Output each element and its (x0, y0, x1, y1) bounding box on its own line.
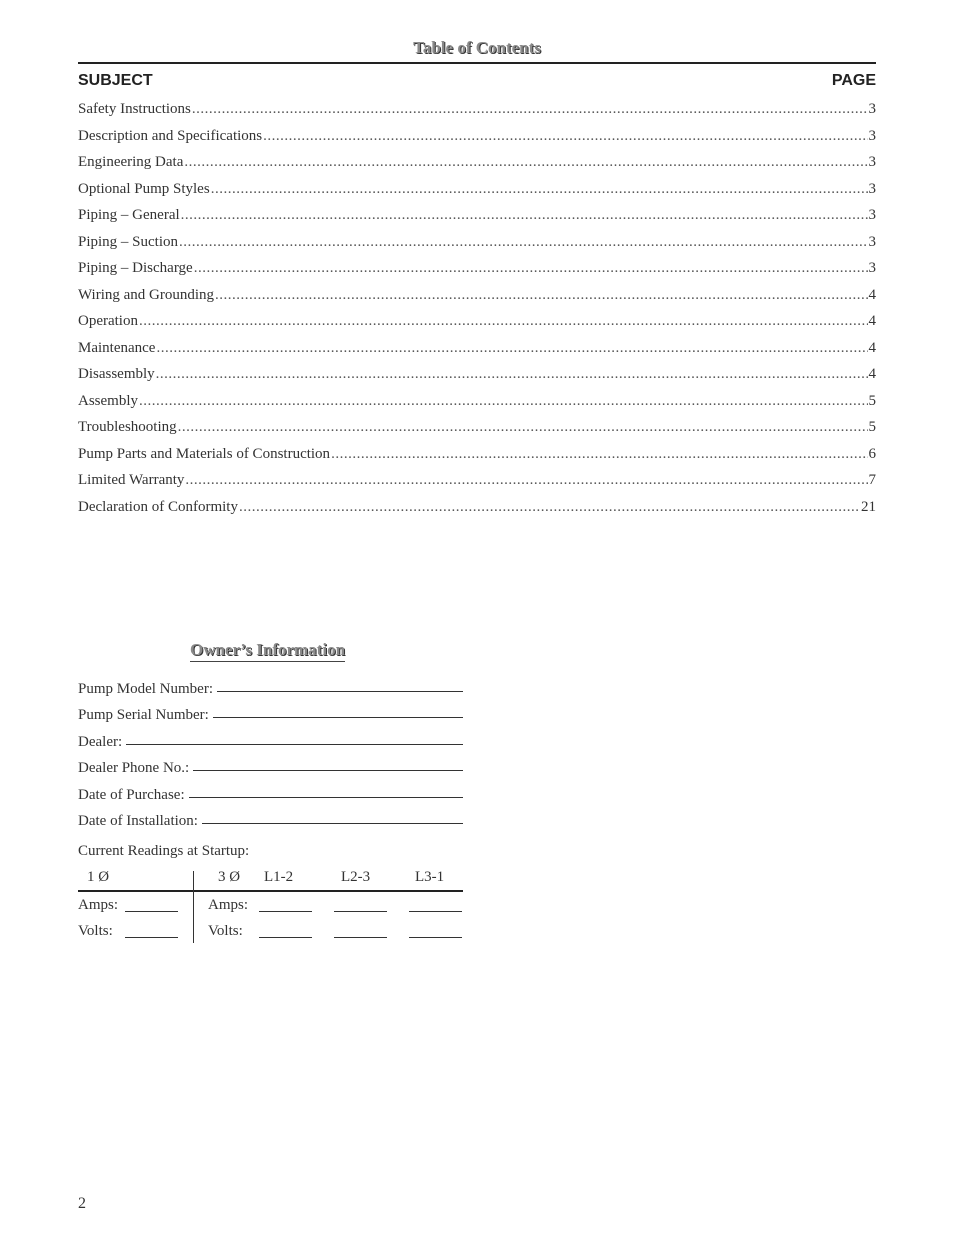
toc-entry-page: 7 (868, 472, 876, 488)
owner-info-title: Owner’s Information (190, 640, 345, 662)
toc-entry-page: 4 (868, 366, 876, 382)
single-phase-volts-line (125, 923, 178, 938)
toc-entry-assembly (78, 393, 876, 420)
dot-leader (211, 181, 868, 198)
toc-entry-page: 3 (868, 154, 876, 170)
toc-entry-page: 5 (868, 392, 876, 409)
toc-list (78, 101, 876, 525)
toc-entry-engineering-data (78, 154, 876, 181)
toc-entry-wiring-grounding (78, 287, 876, 314)
dot-leader (156, 340, 867, 357)
l12-header: L1-2 (264, 869, 294, 885)
dot-leader (179, 234, 867, 251)
toc-entry-disassembly (78, 366, 876, 393)
dot-leader (139, 313, 868, 330)
toc-entry-page: 3 (868, 260, 876, 276)
l31-volts-line (409, 923, 462, 938)
dot-leader (185, 472, 867, 489)
toc-entry-limited-warranty (78, 472, 876, 499)
single-phase-header: 1 Ø (87, 869, 110, 885)
l23-header: L2-3 (341, 869, 371, 885)
fill-in-line (126, 744, 463, 745)
toc-entry-subject: Troubleshooting (78, 419, 177, 435)
pump-model-number-field (78, 671, 463, 698)
l23-volts-line (334, 923, 387, 938)
dot-leader (184, 154, 867, 171)
fill-in-line (217, 691, 463, 692)
subject-header: SUBJECT (78, 72, 153, 89)
toc-entry-page: 4 (868, 339, 876, 356)
field-label: Pump Serial Number: (78, 707, 209, 723)
toc-entry-page: 3 (868, 101, 876, 117)
l23-amps-line (334, 897, 387, 912)
toc-entry-operation (78, 313, 876, 340)
dot-leader (192, 101, 868, 118)
readings-header-rule (78, 890, 463, 892)
toc-entry-subject: Maintenance (78, 339, 156, 356)
field-label: Date of Purchase: (78, 786, 185, 803)
toc-entry-page: 3 (868, 127, 876, 144)
field-label: Pump Model Number: (78, 680, 213, 697)
dot-leader (181, 207, 868, 224)
dealer-phone-field (78, 751, 463, 778)
toc-entry-subject: Pump Parts and Materials of Construction (78, 445, 331, 462)
toc-entry-subject: Limited Warranty (78, 472, 185, 488)
toc-entry-piping-general (78, 207, 876, 234)
toc-title: Table of Contents (413, 38, 541, 57)
toc-rule (78, 62, 876, 64)
single-phase-amps-line (125, 897, 178, 912)
toc-entry-subject: Piping – Discharge (78, 260, 193, 276)
field-label: Date of Installation: (78, 813, 198, 829)
three-phase-amps-label: Amps: (208, 897, 249, 913)
toc-entry-subject: Assembly (78, 392, 138, 409)
toc-entry-subject: Description and Specifications (78, 127, 263, 144)
toc-entry-troubleshooting (78, 419, 876, 446)
fill-in-line (189, 797, 463, 798)
fill-in-line (202, 823, 463, 824)
dot-leader (194, 260, 868, 277)
three-phase-header: 3 Ø (218, 869, 241, 885)
page-header: PAGE (831, 72, 876, 89)
toc-entry-piping-suction (78, 234, 876, 261)
three-phase-volts-label: Volts: (208, 923, 243, 939)
l12-volts-line (259, 923, 312, 938)
pump-serial-number-field (78, 698, 463, 725)
toc-entry-subject: Engineering Data (78, 154, 184, 170)
toc-entry-piping-discharge (78, 260, 876, 287)
toc-entry-page: 4 (868, 313, 876, 329)
page-number: 2 (78, 1195, 86, 1212)
toc-entry-description (78, 128, 876, 155)
dot-leader (263, 128, 867, 145)
toc-entry-page: 4 (868, 286, 876, 303)
toc-entry-page: 3 (868, 180, 876, 197)
owner-info-form (78, 671, 463, 830)
toc-entry-page: 3 (868, 207, 876, 223)
toc-entry-maintenance (78, 340, 876, 367)
date-of-purchase-field (78, 777, 463, 804)
l31-header: L3-1 (415, 869, 445, 885)
toc-entry-subject: Wiring and Grounding (78, 286, 215, 303)
field-label: Dealer: (78, 733, 123, 750)
fill-in-line (193, 770, 463, 771)
toc-entry-page: 6 (868, 445, 876, 462)
toc-entry-page: 5 (868, 419, 876, 435)
toc-entry-optional-pump-styles (78, 181, 876, 208)
dot-leader (215, 287, 867, 304)
phase-divider (193, 871, 194, 943)
fill-in-line (213, 717, 463, 718)
dot-leader (239, 499, 860, 516)
toc-entry-subject: Declaration of Conformity (78, 498, 238, 515)
readings-table (78, 869, 463, 943)
toc-entry-safety-instructions (78, 101, 876, 128)
toc-entry-subject: Optional Pump Styles (78, 180, 210, 197)
toc-header (78, 72, 876, 90)
toc-entry-subject: Disassembly (78, 366, 155, 382)
toc-entry-pump-parts (78, 446, 876, 473)
dot-leader (331, 446, 867, 463)
toc-entry-subject: Safety Instructions (78, 101, 191, 117)
toc-entry-subject: Piping – General (78, 207, 180, 223)
l31-amps-line (409, 897, 462, 912)
single-phase-volts-label: Volts: (78, 923, 113, 939)
readings-label: Current Readings at Startup: (78, 843, 250, 859)
toc-entry-page: 21 (861, 498, 876, 515)
toc-entry-page: 3 (868, 233, 876, 250)
l12-amps-line (259, 897, 312, 912)
toc-entry-declaration-of-conformity (78, 499, 876, 526)
toc-entry-subject: Piping – Suction (78, 233, 179, 250)
toc-entry-subject: Operation (78, 313, 138, 329)
dot-leader (178, 419, 868, 436)
single-phase-amps-label: Amps: (78, 897, 119, 913)
date-of-installation-field (78, 804, 463, 831)
dot-leader (156, 366, 868, 383)
dealer-field (78, 724, 463, 751)
field-label: Dealer Phone No.: (78, 760, 190, 776)
dot-leader (139, 393, 868, 410)
